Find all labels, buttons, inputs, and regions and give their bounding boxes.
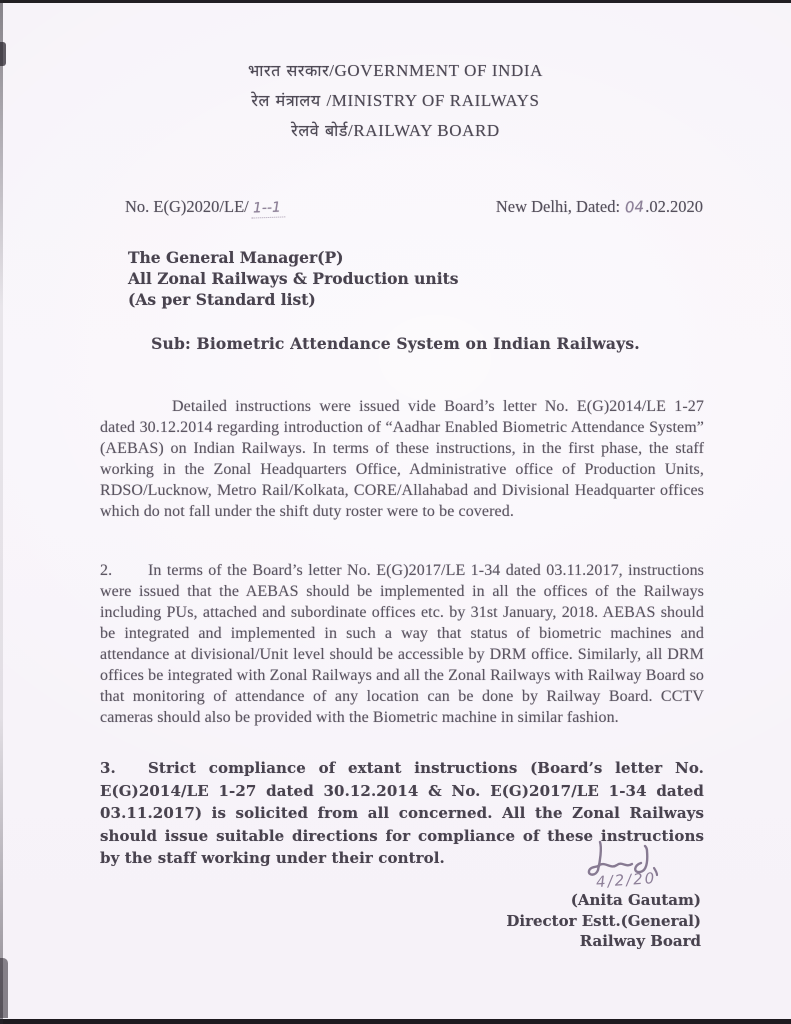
signature-block [506,890,701,952]
letterhead-line-board [0,116,791,146]
scan-edge-left [0,0,3,1024]
addressee-line-2: All Zonal Railways & Production units [128,269,459,288]
paragraph-3-number: 3. [100,759,116,777]
paragraph-2-text: In terms of the Board’s letter No. E(G)2017/LE 1-34 dated 03.11.2017, instructions were issued that the AEBAS should be implemented in all the offices of the Railways including PUs, attached and subordinate offices etc. by 31st January, 2018. AEBAS should be integrated and implemented in such a way that status of biometric machines and attendance at divisional/Unit level should be accessible by DRM office. Similarly, all DRM offices be integrated with Zonal Railways and all the Zonal Railways with Railway Board so that monitoring of attendance of any location can be done by Railway Board. CCTV cameras should also be provided with the Biometric machine in similar fashion. [100,562,704,726]
paragraph-2-number: 2. [100,562,113,579]
reference-line [125,197,703,218]
letter-number-label: No. E(G)2020/LE/ [125,197,249,216]
handwritten-date-day: 04 [624,197,645,217]
letterhead-hindi-board: रेलवे बोर्ड [291,121,348,140]
scan-edge-bottom [0,1019,791,1024]
letterhead-line-govt [0,56,791,86]
place-date-label: New Delhi, Dated: [495,197,621,216]
signatory-designation: Director Estt.(General) [506,911,701,930]
letterhead-en-ministry: /MINISTRY OF RAILWAYS [326,91,540,110]
scan-smudge [0,958,8,1018]
letterhead-hindi-govt: भारत सरकार [247,61,330,80]
letterhead [0,56,791,146]
handwritten-letter-number: 1--1 [250,199,285,218]
subject-line: Sub: Biometric Attendance System on Indian Railways. [151,334,640,353]
letterhead-line-ministry [0,86,791,116]
addressee-line-1: The General Manager(P) [128,248,344,267]
paragraph-1: Detailed instructions were issued vide Board’s letter No. E(G)2014/LE 1-27 dated 30.12.2014 regarding introduction of “Aadhar Enabled Biometric Attendance System” (AEBAS) on Indian Railways. In terms of these instructions, in the first phase, the staff working in the Zonal Headquarters Office, Administrative office of Production Units, RDSO/Lucknow, Metro Rail/Kolkata, CORE/Allahabad and Divisional Headquarter offices which do not fall under the shift duty roster were to be covered. [100,398,704,520]
letterhead-hindi-ministry: रेल मंत्रालय [251,91,327,110]
addressee-line-3: (As per Standard list) [128,290,316,309]
date-rest: .02.2020 [645,197,703,216]
date-line [496,197,703,217]
scan-edge-top [0,0,791,3]
signatory-organization: Railway Board [579,932,701,950]
letterhead-en-govt: /GOVERNMENT OF INDIA [329,61,544,80]
signatory-name: (Anita Gautam) [570,891,701,909]
paragraph-2 [100,560,704,728]
handwritten-signature-date: 4/2/20 [595,868,657,892]
letterhead-en-board: /RAILWAY BOARD [348,121,500,140]
paragraph-3-text: Strict compliance of extant instructions (Board’s letter No. E(G)2014/LE 1-27 dated 30.12.2014 & No. E(G)2017/LE 1-34 dated 03.11.2017) is solicited from all concerned. All the Zonal Railways should issue suitable directions for compliance of these instructions by the staff working under their control. [100,759,704,867]
addressee-block [128,247,458,310]
